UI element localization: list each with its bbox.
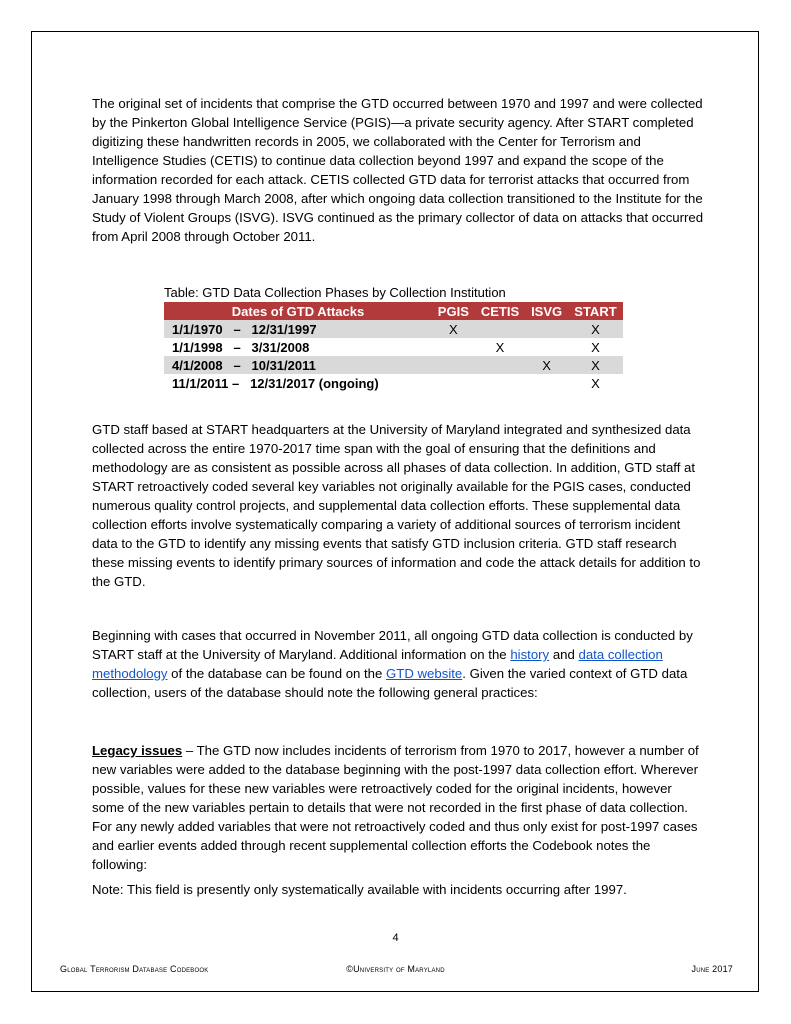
cell-isvg xyxy=(525,338,568,356)
cell-start: X xyxy=(568,338,623,356)
footer-copyright: ©University of Maryland xyxy=(346,964,445,974)
collection-phases-table xyxy=(164,302,623,392)
p3-text-2: and xyxy=(549,647,579,662)
cell-cetis xyxy=(475,356,526,374)
p3-text-4: . Given the varied context of GTD data collection, users of the database should note the following general practices: xyxy=(92,666,688,700)
table-row xyxy=(164,320,623,338)
cell-isvg xyxy=(525,374,568,392)
footer-document-title: Global Terrorism Database Codebook xyxy=(60,964,209,974)
table-header-row xyxy=(164,302,623,320)
cell-cetis xyxy=(475,320,526,338)
table-row xyxy=(164,374,623,392)
paragraph-ongoing-collection xyxy=(92,626,704,702)
legacy-issues-label: Legacy issues xyxy=(92,743,183,758)
paragraph-integration: GTD staff based at START headquarters at the University of Maryland integrated and synthesized data collected across the entire 1970-2017 time span with the goal of ensuring that the definitions and methodology are as consistent as possible across all phases of data collection. In addition, GTD staff at START retroactively coded several key variables not originally available for the PGIS cases, conducted numerous quality control projects, and supplemental data collection efforts. These supplemental data collection efforts involve systematically comparing a variety of additional sources of terrorism incident data to the GTD to identify any missing events that satisfy GTD inclusion criteria. GTD staff research these missing events to identify primary sources of information and code the attack details for addition to the GTD. xyxy=(92,422,701,589)
cell-start: X xyxy=(568,374,623,392)
cell-dates: 1/1/1970 – 12/31/1997 xyxy=(164,320,432,338)
cell-dates: 4/1/2008 – 10/31/2011 xyxy=(164,356,432,374)
p3-text-1: Beginning with cases that occurred in November 2011, all ongoing GTD data collection is conducted by START staff at the University of Maryland. Additional information on the xyxy=(92,628,693,662)
cell-dates: 11/1/2011 – 12/31/2017 (ongoing) xyxy=(164,374,432,392)
header-isvg: ISVG xyxy=(525,302,568,320)
legacy-issues-text: – The GTD now includes incidents of terrorism from 1970 to 2017, however a number of new variables were added to the database beginning with the post-1997 data collection effort. Wherever possible, values for these new variables were retroactively coded for the original incidents, however some of the new variables pertain to details that were not recorded in the first phase of data collection. For any newly added variables that were not retroactively coded and thus only exist for post-1997 cases and earlier events added through recent supplemental collection efforts the Codebook notes the following: xyxy=(92,743,699,872)
cell-isvg xyxy=(525,320,568,338)
cell-dates: 1/1/1998 – 3/31/2008 xyxy=(164,338,432,356)
cell-pgis: X xyxy=(432,320,475,338)
header-dates: Dates of GTD Attacks xyxy=(164,302,432,320)
methodology-link[interactable]: data collection methodology xyxy=(92,647,663,681)
footer-date: June 2017 xyxy=(691,964,733,974)
header-cetis: CETIS xyxy=(475,302,526,320)
history-link[interactable]: history xyxy=(510,647,550,662)
cell-start: X xyxy=(568,320,623,338)
page-number: 4 xyxy=(392,932,399,944)
cell-cetis: X xyxy=(475,338,526,356)
cell-pgis xyxy=(432,338,475,356)
table-caption: Table: GTD Data Collection Phases by Collection Institution xyxy=(164,285,506,300)
table-row xyxy=(164,338,623,356)
paragraph-legacy-issues xyxy=(92,741,704,874)
cell-cetis xyxy=(475,374,526,392)
header-pgis: PGIS xyxy=(432,302,475,320)
paragraph-origins: The original set of incidents that comprise the GTD occurred between 1970 and 1997 and were collected by the Pinkerton Global Intelligence Service (PGIS)—a private security agency. After START completed digitizing these handwritten records in 2005, we collaborated with the Center for Terrorism and Intelligence Studies (CETIS) to continue data collection beyond 1997 and expand the scope of the information recorded for each attack. CETIS collected GTD data for terrorist attacks that occurred from January 1998 through March 2008, after which ongoing data collection transitioned to the Institute for the Study of Violent Groups (ISVG). ISVG continued as the primary collector of data on attacks that occurred from April 2008 through October 2011. xyxy=(92,96,704,244)
p3-text-3: of the database can be found on the xyxy=(167,666,387,681)
header-start: START xyxy=(568,302,623,320)
cell-pgis xyxy=(432,356,475,374)
cell-isvg: X xyxy=(525,356,568,374)
gtd-website-link[interactable]: GTD website xyxy=(386,666,463,681)
paragraph-note: Note: This field is presently only systematically available with incidents occurring after 1997. xyxy=(92,882,627,897)
cell-pgis xyxy=(432,374,475,392)
table-row xyxy=(164,356,623,374)
cell-start: X xyxy=(568,356,623,374)
